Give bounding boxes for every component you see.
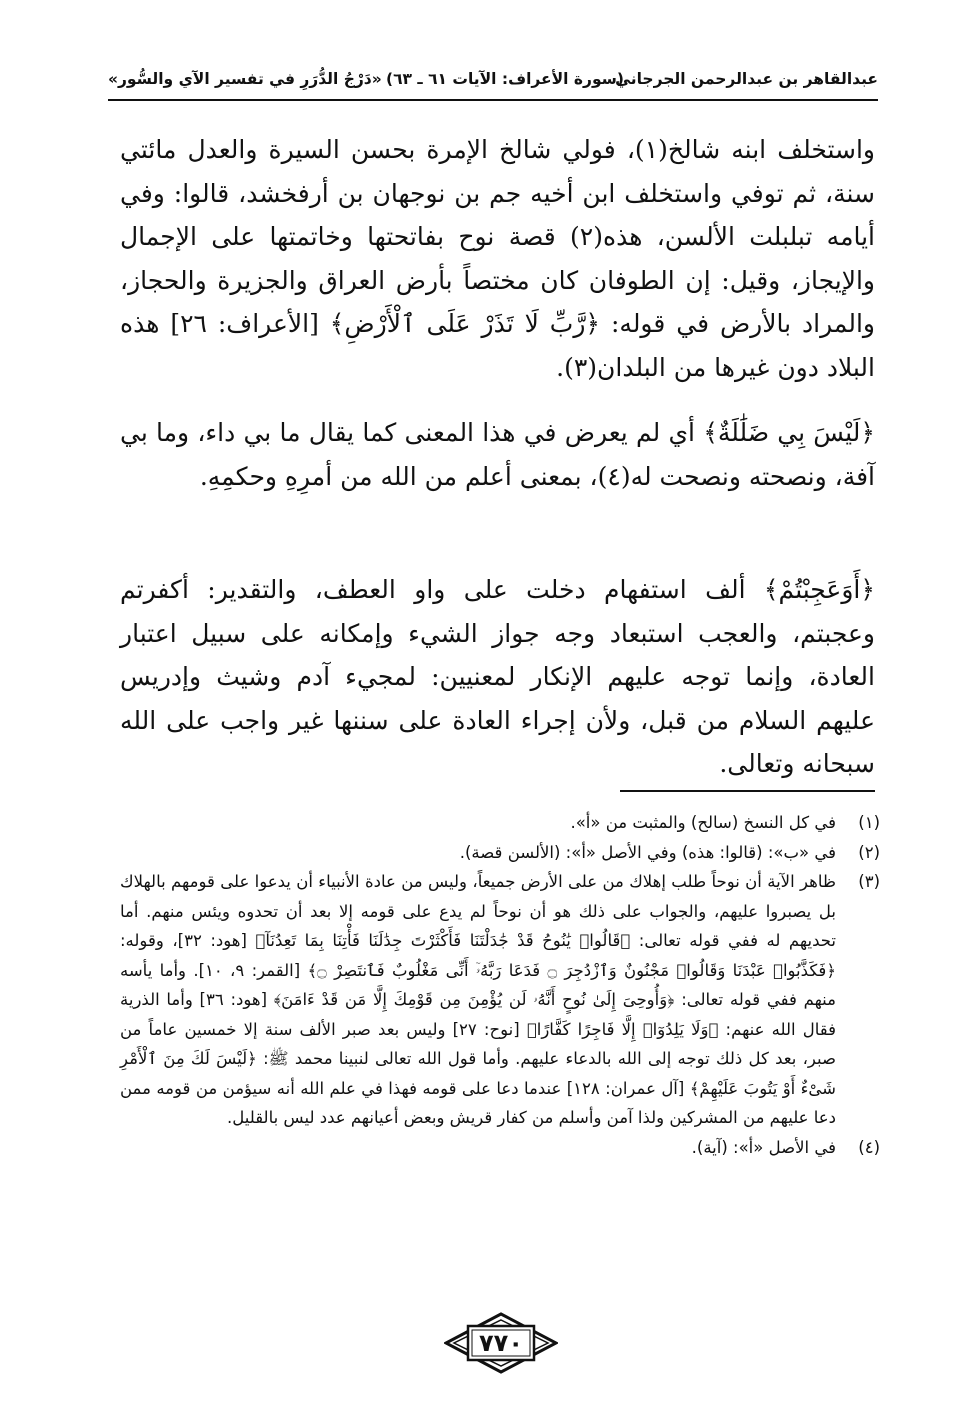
paragraph-text: واستخلف ابنه شالخ(١)، فولي شالخ الإمرة بحسن السيرة والعدل مائتي سنة، ثم توفي واستخلف ابن أخيه جم بن نوجهان بن أرفخشد، قالوا: وفي أيامه تبلبلت الألسن، هذه(٢) قصة نوح بفاتحتها وخاتمتها على الإجمال والإيجاز، وقيل: إن الطوفان كان مختصاً بأرض العراق والجزيرة والحجاز، والمراد بالأرض في قوله: ﴿رَّبِّ لَا تَذَرْ عَلَى ٱلْأَرْضِ﴾ [الأعراف: ٢٦] هذه البلاد دون غيرها من البلدان(٣). xyxy=(120,135,876,382)
footnote-2 xyxy=(120,838,880,868)
page-number-ornament xyxy=(444,1312,558,1374)
footnote-separator xyxy=(620,790,875,792)
running-header xyxy=(108,62,878,96)
footnote-number: (٤) xyxy=(858,1137,880,1157)
footnote-number: (١) xyxy=(858,813,880,832)
footnote-1 xyxy=(120,808,880,838)
footnote-text: في الأصل «أ»: (آية). xyxy=(691,1137,836,1157)
body-paragraph-1 xyxy=(120,128,875,389)
paragraph-text: ﴿لَيْسَ بِي ضَلَٰلَةٌ﴾ أي لم يعرض في هذا المعنى كما يقال ما بي داء، وما بي آفة، ونصحته ونصحت له(٤)، بمعنى أعلم من الله من أمرِهِ وحكمِهِ. xyxy=(120,418,875,491)
footnotes xyxy=(120,808,880,1162)
footnote-text: في «ب»: (قالوا: هذه) وفي الأصل «أ»: (الألسن قصة). xyxy=(459,842,836,862)
header-author: عبدالقاهر بن عبدالرحمن الجرجاني xyxy=(615,70,878,88)
footnote-number: (٣) xyxy=(858,872,880,891)
footnote-text: في كل النسخ (سالح) والمثبت من «أ». xyxy=(570,813,836,832)
body-paragraph-2 xyxy=(120,411,875,498)
header-rule xyxy=(108,99,878,101)
header-book-title: «دَرْجُ الدُّرَرِ في تفسير الآي والسُّور» xyxy=(108,70,382,88)
header-surah: (سورة الأعراف: الآيات ٦١ ـ ٦٣) xyxy=(385,70,624,88)
footnote-4 xyxy=(120,1133,880,1163)
footnote-3 xyxy=(120,867,880,1133)
body-paragraph-3 xyxy=(120,568,875,786)
footnote-number: (٢) xyxy=(858,842,880,862)
footnote-text: ظاهر الآية أن نوحاً طلب إهلاك من على الأرض جميعاً، وليس من عادة الأنبياء أن يدعوا على قومهم بالهلاك بل يصبروا عليهم، والجواب على ذلك هو أن نوحاً لم يدع على قومه إلا بعد أن تحدوه ويئس منهم. أما تحديهم له ففي قوله تعالى: ﴿قَالُوا۟ يَٰنُوحُ قَدْ جَٰدَلْتَنَا فَأَكْثَرْتَ جِدَٰلَنَا فَأْتِنَا بِمَا تَعِدُنَآ﴾ [هود: ٣٢]، وقوله: ﴿فَكَذَّبُوا۟ عَبْدَنَا وَقَالُوا۟ مَجْنُونٌ وَٱزْدُجِرَ ۝ فَدَعَا رَبَّهُۥٓ أَنِّى مَغْلُوبٌ فَٱنتَصِرْ ۝﴾ [القمر: ٩، ١٠]. وأما يأسه منهم ففي قوله تعالى: ﴿وَأُوحِىَ إِلَىٰ نُوحٍ أَنَّهُۥ لَن يُؤْمِنَ مِن قَوْمِكَ إِلَّا مَن قَدْ ءَامَنَ﴾ [هود: ٣٦] وأما الذرية فقال الله عنهم: ﴿وَلَا يَلِدُوٓا۟ إِلَّا فَاجِرًا كَفَّارًا﴾ [نوح: ٢٧] وليس بعد صبر الألف سنة إلا خمسين عاماً من صبر، بعد كل ذلك توجه إلى الله بالدعاء عليهم. وأما قول الله تعالى لنبينا محمد ﷺ: ﴿لَيْسَ لَكَ مِنَ ٱلْأَمْرِ شَىْءٌ أَوْ يَتُوبَ عَلَيْهِمْ﴾ [آل عمران: ١٢٨] عندما دعا على قومه فهذا في علم الله أنه سيؤمن من قومه ممن دعا عليهم من المشركين ولذا آمن وأسلم من كفار قريش وبعض أعيانهم عدد ليس بالقليل. xyxy=(120,872,836,1127)
page-number: ٧٧٠ xyxy=(479,1329,523,1357)
paragraph-text: ﴿أَوَعَجِبْتُمْ﴾ ألف استفهام دخلت على واو العطف، والتقدير: أكفرتم وعجبتم، والعجب استبعاد وجه جواز الشيء وإمكانه على سبيل اعتبار العادة، وإنما توجه عليهم الإنكار لمعنيين: لمجيء آدم وشيث وإدريس عليهم السلام من قبل، ولأن إجراء العادة على سننها غير واجب على الله سبحانه وتعالى. xyxy=(120,575,875,778)
